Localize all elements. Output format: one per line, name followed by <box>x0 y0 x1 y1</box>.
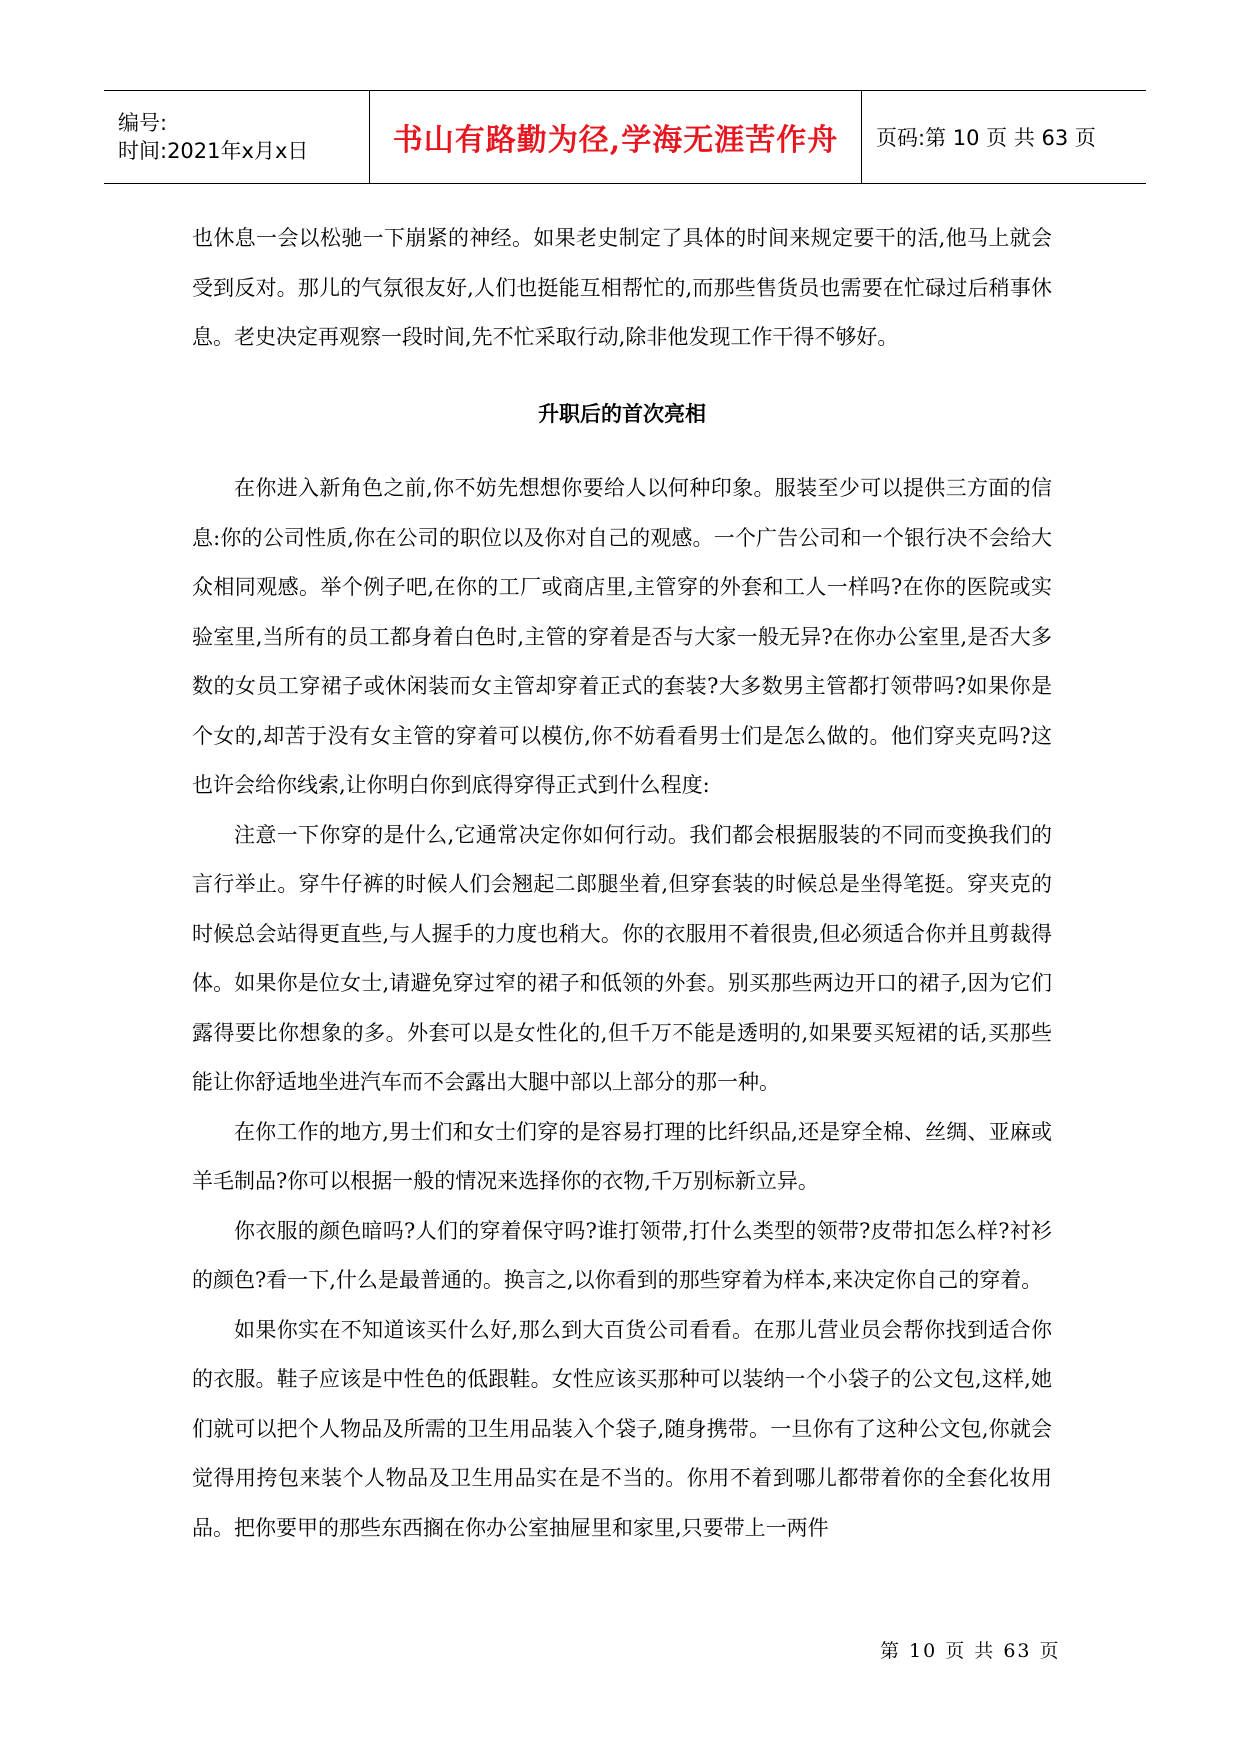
document-body <box>192 214 1052 1553</box>
footer-page-number: 第 10 页 共 63 页 <box>880 1640 1061 1662</box>
paragraph: 你衣服的颜色暗吗?人们的穿着保守吗?谁打领带,打什么类型的领带?皮带扣怎么样?衬衫的颜色?看一下,什么是最普通的。换言之,以你看到的那些穿着为样本,来决定你自己的穿着。 <box>192 1218 1052 1292</box>
motto: 书山有路勤为径,学海无涯苦作舟 <box>392 123 839 158</box>
header-page-cell <box>862 91 1146 183</box>
paragraph: 在你进入新角色之前,你不妨先想想你要给人以何种印象。服装至少可以提供三方面的信息:你的公司性质,你在公司的职位以及你对自己的观感。一个广告公司和一个银行决不会给大众相同观感。举个例子吧,在你的工厂或商店里,主管穿的外套和工人一样吗?在你的医院或实验室里,当所有的员工都身着白色时,主管的穿着是否与大家一般无异?在你办公室里,是否大多数的女员工穿裙子或休闲装而女主管却穿着正式的套装?大多数男主管都打领带吗?如果你是个女的,却苦于没有女主管的穿着可以模仿,你不妨看看男士们是怎么做的。他们穿夹克吗?这也许会给你线索,让你明白你到底得穿得正式到什么程度: <box>192 476 1052 797</box>
paragraph: 如果你实在不知道该买什么好,那么到大百货公司看看。在那儿营业员会帮你找到适合你的衣服。鞋子应该是中性色的低跟鞋。女性应该买那种可以装纳一个小袋子的公文包,这样,她们就可以把个人物品及所需的卫生用品装入个袋子,随身携带。一旦你有了这种公文包,你就会觉得用挎包来装个人物品及卫生用品实在是不当的。你用不着到哪儿都带着你的全套化妆用品。把你要甲的那些东西搁在你办公室抽屉里和家里,只要带上一两件 <box>192 1317 1052 1540</box>
section-title: 升职后的首次亮相 <box>538 400 706 426</box>
paragraph: 在你工作的地方,男士们和女士们穿的是容易打理的比纤织品,还是穿全棉、丝绸、亚麻或羊毛制品?你可以根据一般的情况来选择你的衣物,千万别标新立异。 <box>192 1119 1052 1193</box>
serial-label: 编号: <box>118 111 168 135</box>
time-label: 时间:2021年x月x日 <box>118 139 309 163</box>
header-motto-cell <box>370 91 862 183</box>
document-header <box>104 90 1146 184</box>
header-page-label: 页码:第 10 页 共 63 页 <box>876 126 1096 150</box>
intro-paragraph: 也休息一会以松驰一下崩紧的神经。如果老史制定了具体的时间来规定要干的活,他马上就会受到反对。那儿的气氛很友好,人们也挺能互相帮忙的,而那些售货员也需要在忙碌过后稍事休息。老史决定再观察一段时间,先不忙采取行动,除非他发现工作干得不够好。 <box>192 226 1052 349</box>
header-left-cell <box>104 91 370 183</box>
paragraph: 注意一下你穿的是什么,它通常决定你如何行动。我们都会根据服装的不同而变换我们的言行举止。穿牛仔裤的时候人们会翘起二郎腿坐着,但穿套装的时候总是坐得笔挺。穿夹克的时候总会站得更直些,与人握手的力度也稍大。你的衣服用不着很贵,但必须适合你并且剪裁得体。如果你是位女士,请避免穿过窄的裙子和低领的外套。别买那些两边开口的裙子,因为它们露得要比你想象的多。外套可以是女性化的,但千万不能是透明的,如果要买短裙的话,买那些能让你舒适地坐进汽车而不会露出大腿中部以上部分的那一种。 <box>192 822 1052 1094</box>
